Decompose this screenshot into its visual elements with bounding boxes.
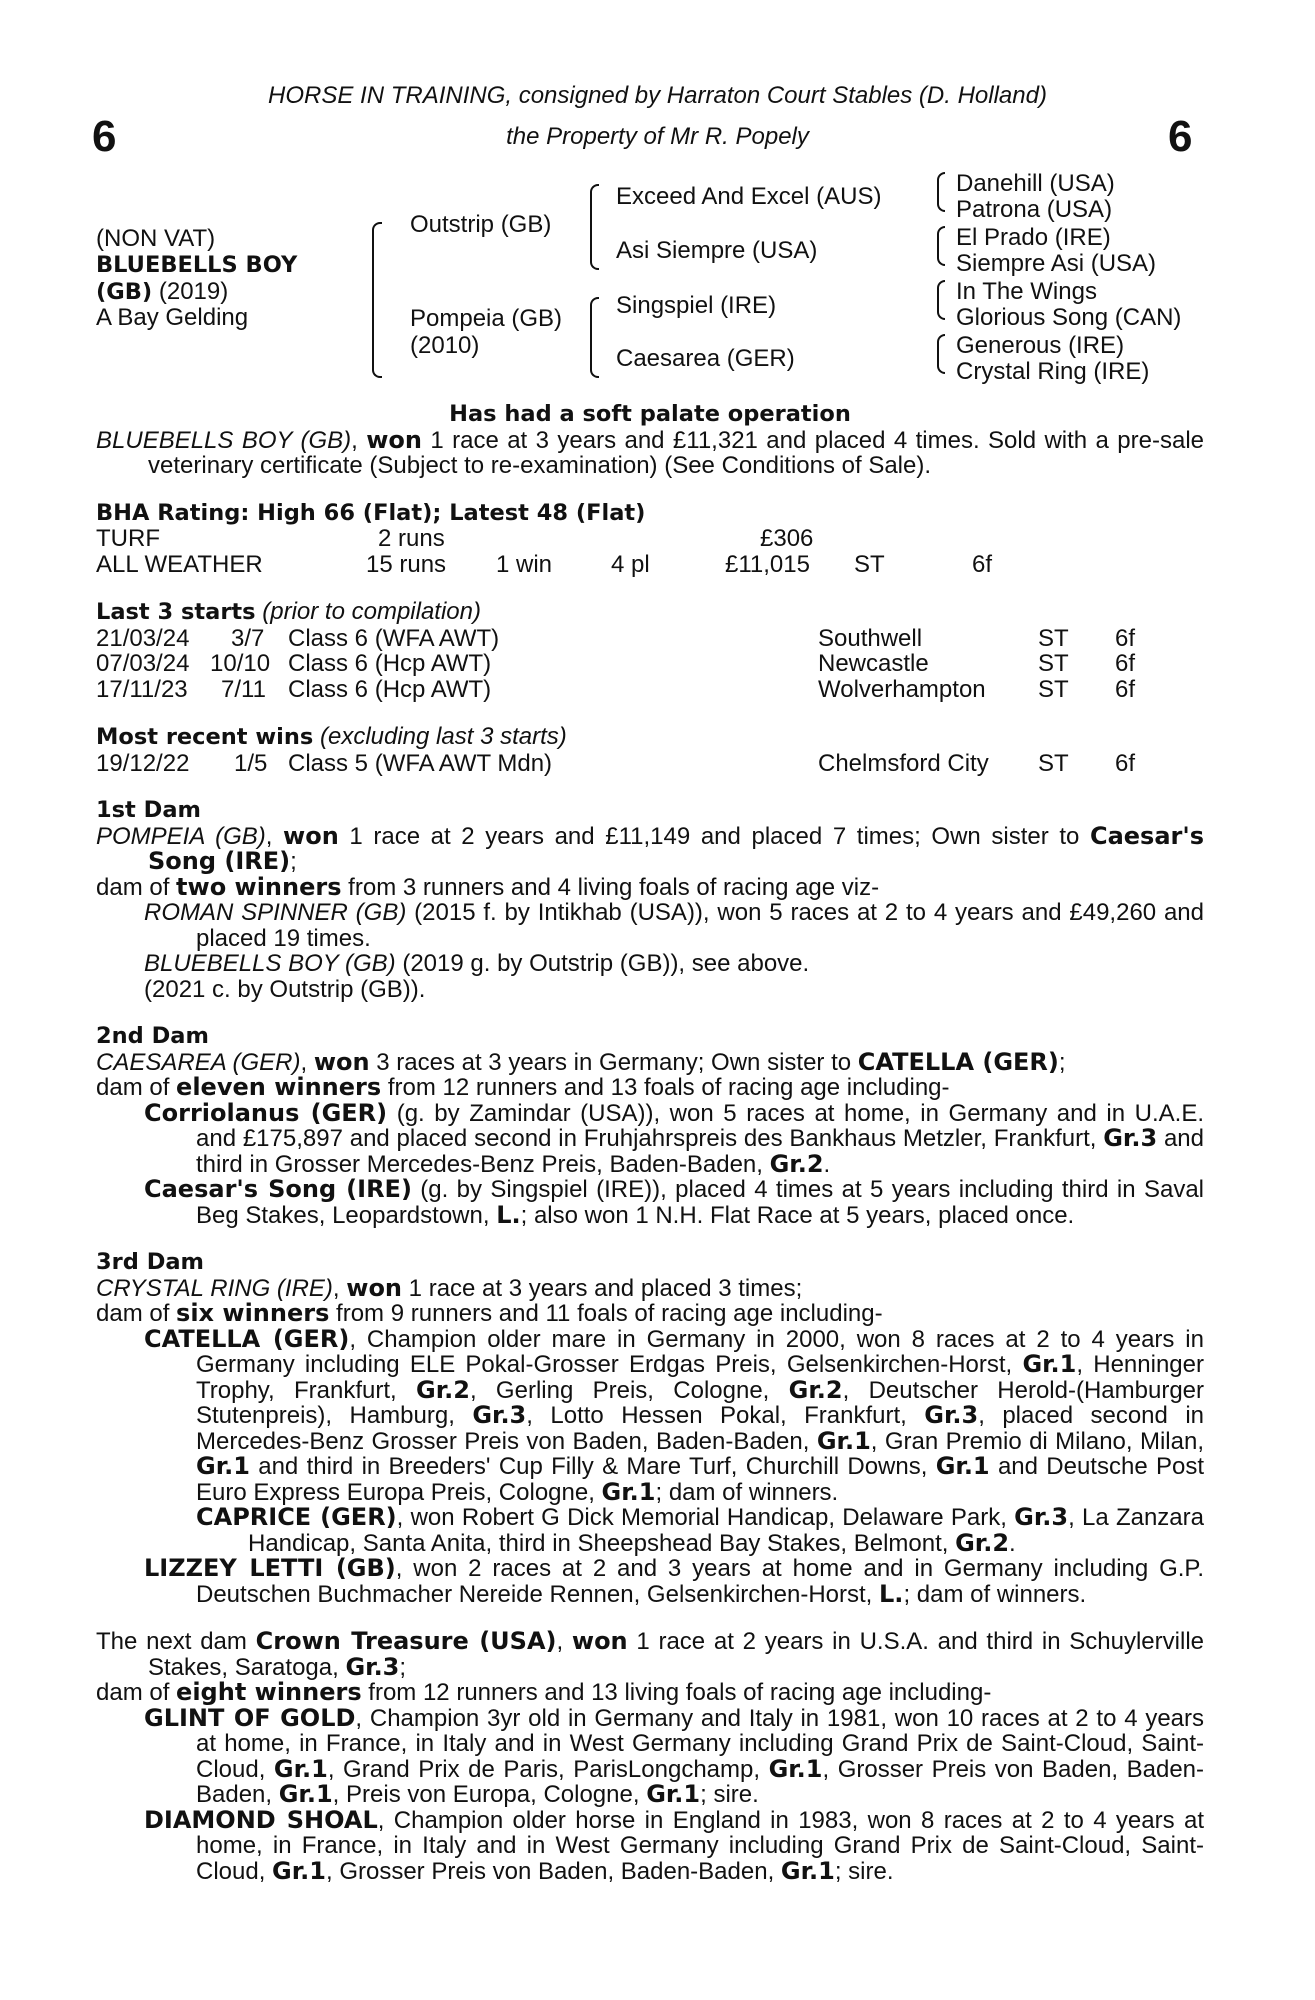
sire-dam-sire: El Prado (IRE) <box>956 224 1111 251</box>
progeny-text: . <box>823 1150 831 1178</box>
start-going: ST <box>1038 650 1069 677</box>
dam1-heading: 1st Dam <box>96 797 201 823</box>
progeny-text: , Grand Prix de Paris, ParisLongchamp, <box>327 1755 769 1783</box>
win-going: ST <box>1038 749 1069 777</box>
start-going: ST <box>1038 675 1069 703</box>
grade: Gr.3 <box>345 1652 400 1681</box>
progeny-text: (g. by Zamindar (USA)), won 5 races at home, in Germany and in U.A.E. and £175,897 and placed second in Fruhjahrspreis des Bankhaus Metzler, Frankfurt, <box>196 1099 1205 1152</box>
progeny-text: , placed second in Mercedes-Benz Grosser Preis von Baden, Baden-Baden, <box>196 1402 1204 1455</box>
start-row <box>96 626 1204 652</box>
progeny-text: , won 2 races at 2 and 3 years at home and in Germany including G.P. Deutschen Buchmacher Nereide Rennen, Gelsenkirchen-Horst, <box>196 1555 1204 1608</box>
grade: Gr.1 <box>935 1452 990 1480</box>
horse-summary: BLUEBELLS BOY (GB), won 1 race at 3 years and £11,321 and placed 4 times. Sold with a pre-sale veterinary certificate (Subject to re-examination) (See Conditions of Sale). <box>96 425 1204 479</box>
sire: Outstrip (GB) <box>410 211 552 238</box>
grade: Gr.2 <box>769 1149 824 1178</box>
pedigree-brace-sire <box>590 184 599 270</box>
rating-dist: 6f <box>972 550 993 578</box>
consignor-line: HORSE IN TRAINING, consigned by Harraton Court Stables (D. Holland) <box>268 82 1047 109</box>
dam2-end: ; <box>1058 1048 1066 1076</box>
progeny-text: ; sire. <box>834 1857 894 1885</box>
progeny-text: , won Robert G Dick Memorial Handicap, Delaware Park, <box>396 1504 1015 1531</box>
progeny-text: , Gerling Preis, Cologne, <box>469 1376 789 1404</box>
last3-title <box>96 599 1204 626</box>
rating-title: BHA Rating: High 66 (Flat); Latest 48 (Flat) <box>96 499 646 526</box>
dam1-won: won <box>283 821 339 850</box>
progeny-text: , Champion 3yr old in Germany and Italy in 1981, won 10 races at 2 to 4 years at home, in France, in Italy and in West Germany including Grand Prix de Saint-Cloud, Saint-Cloud, <box>196 1704 1205 1783</box>
sire-dam: Asi Siempre (USA) <box>616 237 818 264</box>
dam1-produce-text: from 3 runners and 4 living foals of racing age viz- <box>341 873 880 901</box>
dam2-produce-pre: dam of <box>96 1074 177 1101</box>
foal-text: (2015 f. by Intikhab (USA)), won 5 races at 2 to 4 years and £49,260 and placed 19 times. <box>196 899 1205 952</box>
grade: Gr.3 <box>1014 1503 1069 1531</box>
summary-text: 1 race at 3 years and £11,321 and placed 4 times. Sold with a pre-sale veterinary certificate (Subject to re-examination) (See Conditions of Sale). <box>148 426 1204 479</box>
pedigree-brace-sd <box>937 226 945 266</box>
win-row <box>96 751 1204 777</box>
dam1-record: POMPEIA (GB), won 1 race at 2 years and £11,149 and placed 7 times; Own sister to Caesar's Song (IRE); <box>96 821 1205 875</box>
pedigree-brace-main <box>372 222 382 378</box>
grade: Gr.2 <box>788 1375 843 1404</box>
dam1-winners: two winners <box>176 872 342 901</box>
grade: Gr.1 <box>768 1754 823 1783</box>
dam-year: (2010) <box>410 332 480 359</box>
dam: Pompeia (GB) <box>410 305 563 332</box>
progeny-text: . <box>1009 1529 1016 1557</box>
progeny-name: CATELLA (GER) <box>144 1324 350 1353</box>
grade: Gr.1 <box>780 1856 835 1885</box>
win-dist: 6f <box>1115 749 1136 777</box>
dam2-record: CAESAREA (GER), won 3 races at 3 years in Germany; Own sister to CATELLA (GER); <box>96 1047 1066 1076</box>
progeny-text: , Grosser Preis von Baden, Baden-Baden, <box>325 1857 781 1885</box>
foal-text: (2021 c. by Outstrip (GB)). <box>144 975 426 1003</box>
grade: Gr.1 <box>272 1856 326 1885</box>
pedigree-brace-dd <box>937 334 945 374</box>
start-dist: 6f <box>1115 624 1136 652</box>
dam2-progeny-1 <box>96 1098 1205 1178</box>
start-date: 21/03/24 <box>96 624 190 652</box>
recent-wins-subtitle: (excluding last 3 starts) <box>319 723 567 750</box>
start-row <box>96 651 1204 677</box>
start-position: 10/10 <box>210 650 271 677</box>
rating-wins: 1 win <box>496 550 553 578</box>
vat-status: (NON VAT) <box>96 225 216 252</box>
next-dam-name: Crown Treasure (USA) <box>255 1627 557 1655</box>
start-course: Wolverhampton <box>818 675 986 703</box>
progeny-text: (g. by Singspiel (IRE)), placed 4 times at 5 years including third in Saval Beg Stakes, Leopardstown, <box>196 1176 1204 1229</box>
recent-wins-heading: Most recent wins <box>96 724 314 750</box>
dam1-produce <box>96 872 1204 901</box>
start-dist: 6f <box>1115 650 1136 677</box>
summary-won: won <box>366 425 422 454</box>
dam-dam-sire: Generous (IRE) <box>956 332 1125 359</box>
progeny-name: LIZZEY LETTI (GB) <box>144 1554 396 1582</box>
grade: Gr.1 <box>601 1477 656 1506</box>
sire-dam-dam: Siempre Asi (USA) <box>956 250 1157 277</box>
progeny-name: Caesar's Song (IRE) <box>144 1175 412 1203</box>
progeny-text: , Gran Premio di Milano, Milan, <box>870 1427 1204 1455</box>
dam2-won: won <box>313 1047 370 1076</box>
next-dam-record <box>96 1629 1204 1680</box>
grade: Gr.1 <box>278 1780 333 1808</box>
rating-prize: £11,015 <box>725 550 810 578</box>
dam-dam-dam: Crystal Ring (IRE) <box>956 358 1150 385</box>
dam3-record: CRYSTAL RING (IRE), won 1 race at 3 years and placed 3 times; <box>96 1273 803 1302</box>
grade: Gr.3 <box>472 1401 527 1429</box>
progeny-name: Corriolanus (GER) <box>144 1098 388 1127</box>
grade: Gr.1 <box>816 1426 871 1455</box>
progeny-name: GLINT OF GOLD <box>144 1703 356 1732</box>
start-date: 07/03/24 <box>96 650 190 677</box>
next-dam-sep: , <box>556 1628 572 1655</box>
dam2-produce <box>96 1075 1204 1101</box>
rating-runs: 15 runs <box>366 550 447 578</box>
dam1-end: ; <box>290 848 297 875</box>
dam1-foal-2 <box>96 951 1204 977</box>
progeny-text: , Preis von Europa, Cologne, <box>332 1781 647 1808</box>
catalogue-body <box>96 402 1204 1884</box>
grade: Gr.3 <box>1103 1124 1158 1152</box>
pedigree-brace-ss <box>937 172 945 212</box>
rating-surface: ALL WEATHER <box>96 550 263 578</box>
next-dam-end: ; <box>399 1653 407 1681</box>
progeny-text: ; dam of winners. <box>903 1580 1087 1608</box>
foal-name: BLUEBELLS BOY (GB) <box>144 950 396 977</box>
dam3-progeny-2 <box>96 1556 1204 1607</box>
horse-year: (2019) <box>158 278 229 305</box>
next-dam-produce-pre: dam of <box>96 1679 177 1706</box>
progeny-text: and Deutsche Post Euro Express Europa Preis, Cologne, <box>196 1453 1204 1506</box>
progeny-text: , Deutscher Herold-(Hamburger Stutenpreis), Hamburg, <box>196 1376 1204 1429</box>
dam-sire-dam: Glorious Song (CAN) <box>956 304 1182 331</box>
dam2-text: 3 races at 3 years in Germany; Own sister to <box>369 1048 858 1076</box>
win-date: 19/12/22 <box>96 749 190 777</box>
rating-runs: 2 runs <box>378 525 445 552</box>
progeny-text: , Lotto Hessen Pokal, Frankfurt, <box>526 1402 925 1429</box>
progeny-text: ; also won 1 N.H. Flat Race at 5 years, placed once. <box>520 1201 1075 1229</box>
grade: Gr.1 <box>196 1452 250 1480</box>
progeny-name: CAPRICE (GER) <box>196 1503 397 1531</box>
dam-sire: Singspiel (IRE) <box>616 292 777 319</box>
next-dam-progeny-1 <box>96 1703 1205 1808</box>
progeny-text: , Champion older mare in Germany in 2000, won 8 races at 2 to 4 years in Germany including ELE Pokal-Grosser Erdgas Preis, Gelsenkirchen-Horst, <box>196 1325 1204 1378</box>
next-dam-text: 1 race at 2 years in U.S.A. and third in Schuylerville Stakes, Saratoga, <box>148 1628 1204 1681</box>
next-dam-winners: eight winners <box>176 1678 362 1706</box>
grade: Gr.1 <box>273 1754 328 1783</box>
dam3-won: won <box>346 1273 403 1302</box>
start-position: 3/7 <box>231 624 265 652</box>
horse-origin: (GB) <box>96 279 153 305</box>
progeny-text: , Champion older horse in England in 1983, won 8 races at 2 to 4 years at home, in France, in Italy and in West Germany including Grand Prix de Saint-Cloud, Saint-Cloud, <box>196 1806 1204 1885</box>
rating-row-turf <box>96 526 1204 552</box>
start-position: 7/11 <box>221 675 266 703</box>
next-dam-pre: The next dam <box>96 1628 256 1655</box>
dam1-foal-3 <box>96 977 1204 1003</box>
start-race: Class 6 (WFA AWT) <box>288 624 500 652</box>
dam1-foal-1 <box>96 900 1204 951</box>
next-dam-produce <box>96 1680 1204 1706</box>
next-dam-progeny-2 <box>96 1805 1204 1885</box>
progeny-text: , Henninger Trophy, Frankfurt, <box>196 1351 1204 1404</box>
dam2-progeny-2 <box>96 1177 1204 1228</box>
grade: Gr.3 <box>924 1401 979 1429</box>
rating-prize: £306 <box>760 525 814 552</box>
start-course: Southwell <box>818 624 923 652</box>
progeny-text: and third in Grosser Mercedes-Benz Preis, Baden-Baden, <box>196 1125 1204 1178</box>
lot-number-right: 6 <box>1168 112 1193 161</box>
horse-origin-year <box>96 279 228 305</box>
rating-row-aw <box>96 552 1204 578</box>
lot-number-left: 6 <box>92 112 117 161</box>
dam-dam: Caesarea (GER) <box>616 345 795 372</box>
grade: L. <box>879 1579 904 1608</box>
summary-name: BLUEBELLS BOY (GB) <box>96 426 352 454</box>
start-dist: 6f <box>1115 675 1136 703</box>
dam1-sibling: Caesar's Song (IRE) <box>148 821 1205 875</box>
next-dam-produce-text: from 12 runners and 13 living foals of racing age including- <box>361 1679 992 1706</box>
horse-name: BLUEBELLS BOY <box>96 252 298 278</box>
operation-note: Has had a soft palate operation <box>449 401 851 427</box>
dam2-winners: eleven winners <box>176 1073 382 1101</box>
dam3-progeny-1 <box>96 1324 1204 1506</box>
horse-description: A Bay Gelding <box>96 304 249 331</box>
sire-sire-dam: Patrona (USA) <box>956 196 1113 223</box>
win-race: Class 5 (WFA AWT Mdn) <box>288 749 553 777</box>
progeny-text: ; sire. <box>700 1781 759 1808</box>
grade: Gr.2 <box>955 1528 1010 1557</box>
progeny-text: and third in Breeders' Cup Filly & Mare Turf, Churchill Downs, <box>249 1453 936 1480</box>
win-course: Chelmsford City <box>818 749 989 777</box>
progeny-text: , Grosser Preis von Baden, Baden-Baden, <box>196 1755 1205 1808</box>
rating-going: ST <box>854 550 885 578</box>
progeny-name: DIAMOND SHOAL <box>144 1805 378 1834</box>
last3-subtitle: (prior to compilation) <box>262 598 481 625</box>
start-race: Class 6 (Hcp AWT) <box>288 675 492 703</box>
dam1-name: POMPEIA (GB) <box>96 822 266 850</box>
start-course: Newcastle <box>818 650 929 677</box>
dam1-text: 1 race at 2 years and £11,149 and placed 7 times; Own sister to <box>338 822 1090 850</box>
start-row <box>96 677 1204 703</box>
progeny-text: ; dam of winners. <box>655 1478 839 1506</box>
foal-name: ROMAN SPINNER (GB) <box>144 899 407 926</box>
start-going: ST <box>1038 624 1069 652</box>
rating-surface: TURF <box>96 525 160 552</box>
pedigree-brace-ds <box>937 280 945 320</box>
grade: Gr.1 <box>1022 1350 1077 1378</box>
dam3-text: 1 race at 3 years and placed 3 times; <box>402 1274 803 1302</box>
dam3-grandprogeny <box>96 1505 1204 1556</box>
dam3-winners: six winners <box>176 1299 330 1327</box>
dam3-name: CRYSTAL RING (IRE) <box>96 1274 333 1302</box>
pedigree-brace-dam <box>590 297 599 378</box>
dam2-name: CAESAREA (GER) <box>96 1048 301 1076</box>
dam-sire-sire: In The Wings <box>956 278 1097 305</box>
dam3-produce-pre: dam of <box>96 1300 177 1327</box>
dam3-produce-text: from 9 runners and 11 foals of racing age including- <box>329 1300 883 1327</box>
recent-wins-title <box>96 724 1204 751</box>
last3-heading: Last 3 starts <box>96 599 256 625</box>
next-dam-won: won <box>571 1627 628 1655</box>
win-position: 1/5 <box>234 749 268 777</box>
dam2-heading: 2nd Dam <box>96 1023 209 1049</box>
dam1-produce-pre: dam of <box>96 873 177 901</box>
rating-places: 4 pl <box>611 550 650 578</box>
start-race: Class 6 (Hcp AWT) <box>288 650 492 677</box>
grade: Gr.1 <box>646 1780 701 1808</box>
dam2-sibling: CATELLA (GER) <box>857 1047 1059 1076</box>
dam2-produce-text: from 12 runners and 13 foals of racing age including- <box>381 1074 950 1101</box>
property-line: the Property of Mr R. Popely <box>506 123 809 150</box>
sire-sire: Exceed And Excel (AUS) <box>616 183 882 210</box>
foal-text: (2019 g. by Outstrip (GB)), see above. <box>395 950 810 977</box>
grade: L. <box>496 1200 521 1229</box>
dam3-heading: 3rd Dam <box>96 1249 204 1275</box>
sire-sire-sire: Danehill (USA) <box>956 170 1115 197</box>
grade: Gr.2 <box>416 1375 470 1404</box>
dam3-produce <box>96 1301 1204 1327</box>
start-date: 17/11/23 <box>96 675 188 703</box>
progeny-text: , La Zanzara Handicap, Santa Anita, third in Sheepshead Bay Stakes, Belmont, <box>248 1504 1204 1557</box>
